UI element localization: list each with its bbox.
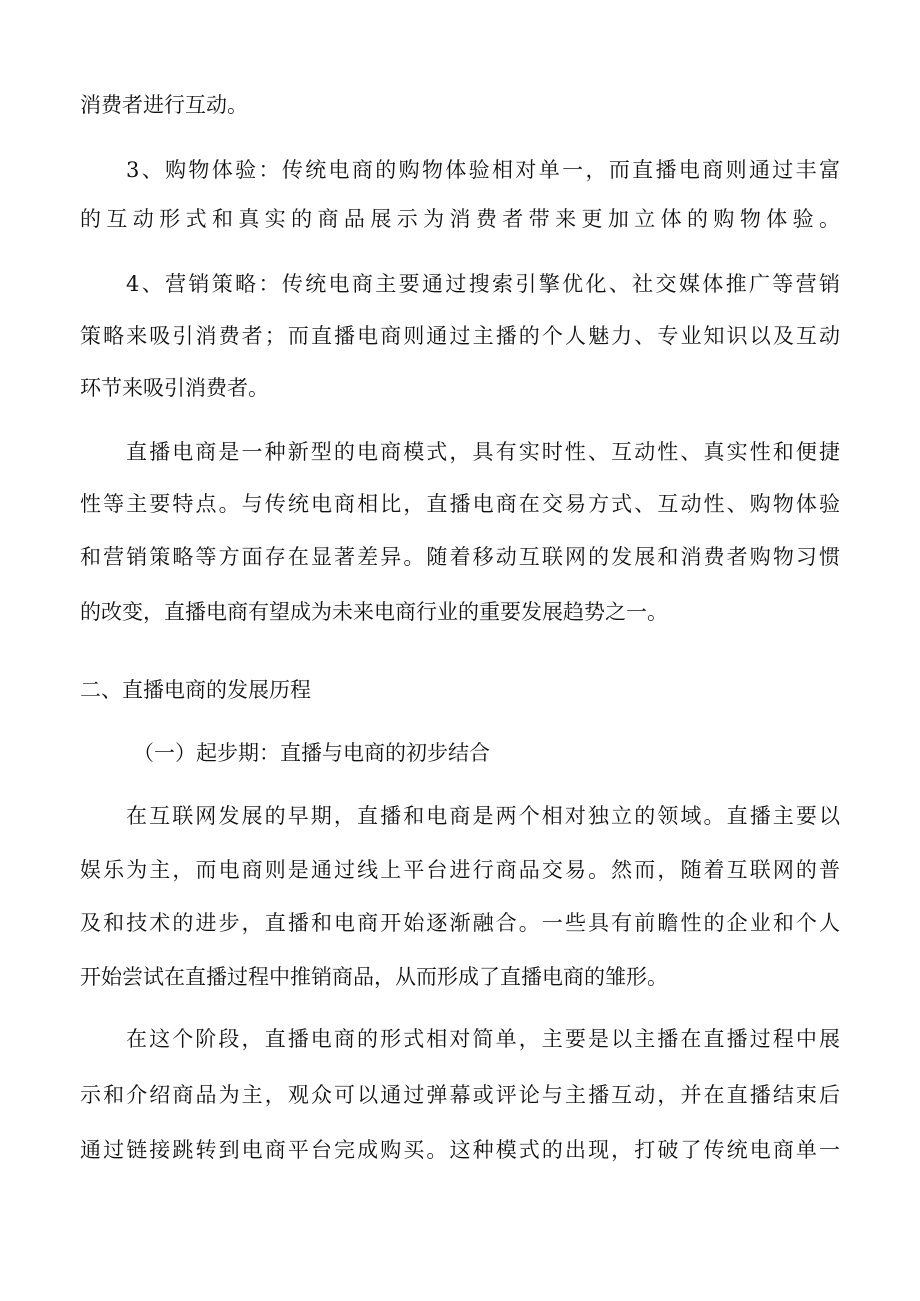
paragraph-line: 环节来吸引消费者。	[80, 376, 269, 400]
paragraph-line-justified	[0, 909, 843, 937]
paragraph-line-justified	[0, 856, 843, 884]
paragraph-line-justified	[0, 156, 843, 184]
paragraph-line-justified	[0, 1136, 843, 1164]
paragraph-line: 的改变，直播电商有望成为未来电商行业的重要发展趋势之一。	[80, 600, 668, 624]
paragraph-line: 消费者进行互动。	[80, 93, 248, 117]
subsection-heading: （一）起步期：直播与电商的初步结合	[133, 741, 490, 765]
paragraph-line-justified	[0, 205, 846, 233]
paragraph-line-text: 在互联网发展的早期，直播和电商是两个相对独立的领域。直播主要以	[126, 804, 843, 828]
paragraph-line-text: 娱乐为主，而电商则是通过线上平台进行商品交易。然而，随着互联网的普	[80, 858, 843, 882]
paragraph-line-text: 性等主要特点。与传统电商相比，直播电商在交易方式、互动性、购物体验	[80, 492, 843, 516]
paragraph-line-text: 策略来吸引消费者；而直播电商则通过主播的个人魅力、专业知识以及互动	[80, 324, 843, 348]
paragraph-line-justified	[0, 1081, 843, 1109]
paragraph-line-text: 的互动形式和真实的商品展示为消费者带来更加立体的购物体验。	[80, 207, 846, 231]
paragraph-line-text: 3、购物体验：传统电商的购物体验相对单一，而直播电商则通过丰富	[126, 158, 843, 182]
paragraph-line-justified	[0, 802, 843, 830]
paragraph-line-justified	[0, 270, 843, 298]
paragraph-line-text: 通过链接跳转到电商平台完成购买。这种模式的出现，打破了传统电商单一	[80, 1138, 843, 1162]
paragraph-line-text: 4、营销策略：传统电商主要通过搜索引擎优化、社交媒体推广等营销	[126, 272, 843, 296]
paragraph-line-text: 在这个阶段，直播电商的形式相对简单，主要是以主播在直播过程中展	[126, 1027, 843, 1051]
paragraph-line-justified	[0, 1025, 843, 1053]
paragraph-line-justified	[0, 490, 843, 518]
paragraph-line-text: 及和技术的进步，直播和电商开始逐渐融合。一些具有前瞻性的企业和个人	[80, 911, 843, 935]
paragraph-line-text: 和营销策略等方面存在显著差异。随着移动互联网的发展和消费者购物习惯	[80, 545, 843, 569]
paragraph-line-justified	[0, 543, 843, 571]
paragraph-line-justified	[0, 322, 843, 350]
section-heading: 二、直播电商的发展历程	[80, 678, 311, 702]
paragraph-line-justified	[0, 438, 843, 466]
paragraph-line-text: 直播电商是一种新型的电商模式，具有实时性、互动性、真实性和便捷	[126, 440, 843, 464]
paragraph-line: 开始尝试在直播过程中推销商品，从而形成了直播电商的雏形。	[80, 965, 668, 989]
paragraph-line-text: 示和介绍商品为主，观众可以通过弹幕或评论与主播互动，并在直播结束后	[80, 1083, 843, 1107]
